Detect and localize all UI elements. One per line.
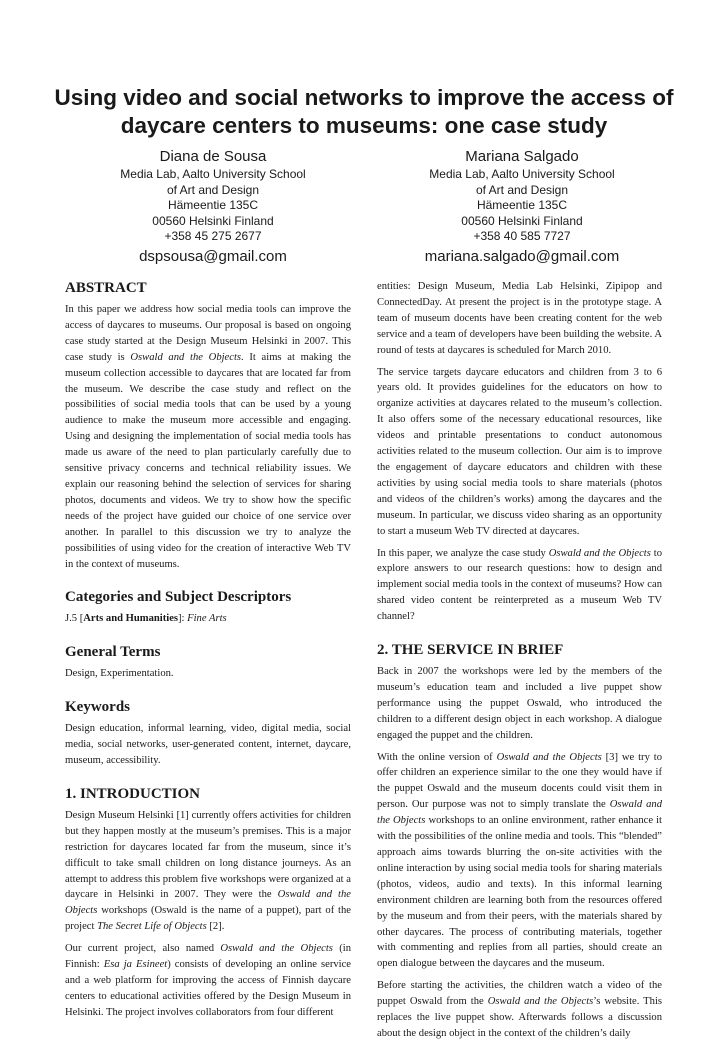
author-affiliation-line: of Art and Design (475, 182, 569, 197)
general-terms-heading: General Terms (65, 644, 161, 661)
author-affiliation-line: Media Lab, Aalto University School (120, 167, 306, 181)
introduction-paragraph-1: Design Museum Helsinki [1] currently offers activities for children but they happen mostly at the museum’s premises. This is a major restriction for daycares located far from the museum, since it’s difficult to take small children on long distance journeys. As an attempt to address this problem five workshops were organized at a daycare in Helsinki in 2007. They were the Oswald and the Objects workshops (Oswald is the name of a puppet), part of the project The Secret Life of Objects [2]. (65, 809, 351, 933)
service-paragraph-3: Before starting the activities, the children watch a video of the puppet Oswald from the Oswald and the Objects’s website. This replaces the live puppet show. Afterwards follows a discussion about the design object in the context of the children’s daily (377, 980, 663, 1039)
general-terms-text: Design, Experimentation. (65, 668, 174, 680)
author-affiliation-line: 00560 Helsinki Finland (152, 213, 274, 228)
keywords-heading: Keywords (65, 699, 130, 716)
right-column (377, 279, 662, 1048)
introduction-heading: 1. INTRODUCTION (65, 785, 201, 802)
service-paragraph-2: With the online version of Oswald and the Objects [3] we try to offer children an experience similar to the one they would have if the puppet Oswald and the museum docents could visit them in person. Our purpose was not to simply translate the Oswald and the Objects workshops to an online environment, rather enhance it with the possibilities of the online media and tools. This “blended” approach aims towards blurring the on-site activities with the online interaction by using social media tools for sharing materials (photos, videos, audio and texts). In this informal learning environment children are learning both from the resources offered by the museum and from their peers, with the materials shared by other daycares. The process of contributing materials, together with commenting and replies from all parties, should create an open dialogue between the daycares and the museum. (377, 751, 662, 970)
introduction-paragraph-2-continued: entities: Design Museum, Media Lab Helsinki, Zipipop and ConnectedDay. At present the project is in the prototype stage. A team of museum docents have been creating content for the web service and a team of developers have been building the website. A round of tests at daycares is scheduled for March 2010. (377, 281, 662, 356)
author-name: Diana de Sousa (159, 148, 267, 165)
service-paragraph-1: Back in 2007 the workshops were led by the members of the museum’s education team and included a live puppet show performance using the puppet Oswald, who introduced the children to a different design object in each workshop. A dialogue engaged the puppet and the children. (377, 666, 662, 741)
author-phone: +358 40 585 7727 (473, 229, 571, 243)
author-email: mariana.salgado@gmail.com (424, 247, 620, 265)
abstract-heading: ABSTRACT (65, 280, 147, 296)
author-1 (48, 147, 378, 267)
service-heading: 2. THE SERVICE IN BRIEF (377, 642, 564, 659)
author-name: Mariana Salgado (465, 148, 579, 165)
author-email: dspsousa@gmail.com (139, 247, 287, 265)
author-affiliation-line: 00560 Helsinki Finland (461, 213, 583, 228)
left-column (65, 279, 351, 1027)
introduction-paragraph-3: The service targets daycare educators and children from 3 to 6 years old. It provides guidelines for the educators on how to organize activities at daycares related to the museum’s collection. It also offers some of the necessary educational resources, like videos and printable presentations to conduct autonomous activities related to the museum collection. Our aim is to improve the engagement of daycare educators and children with these activities by using social media tools to share materials (photos and videos of the children’s works) among the daycares and the museum. In particular, we discuss video sharing as an opportunity to start a museum Web TV directed at daycares. (377, 366, 662, 537)
introduction-paragraph-2: Our current project, also named Oswald and the Objects (in Finnish: Esa ja Esineet) consists of developing an online service and a web platform for improving the access of Finnish daycare centers to educational activities offered by the Design Museum in Helsinki. The project involves collaborators from four different (65, 943, 352, 1018)
paper-title: Using video and social networks to improve the access of daycare centers to museums: one case study (54, 85, 674, 138)
keywords-text: Design education, informal learning, video, digital media, social media, social networks, user-generated content, internet, daycare, museum, accessibility. (65, 723, 351, 767)
introduction-paragraph-4: In this paper, we analyze the case study Oswald and the Objects to explore answers to our research questions: how to design and implement social media tools in the context of museums? How can shared video content be reinterpreted as a museum Web TV channel? (377, 547, 662, 623)
author-affiliation-line: Hämeentie 135C (476, 198, 568, 212)
author-affiliation-line: of Art and Design (166, 182, 260, 197)
abstract-text: In this paper we address how social media tools can improve the access of daycares to museums. Our proposal is based on ongoing case study started at the Design Museum Helsinki in 2007. This case study is Oswald and the Objects. It aims at making the museum collection accessible to daycares that are located far from the museum. We describe the case study and reflect on the possibilities of social media tools that can be used by a young audience to make the museum more accessible and engaging. Using and designing the implementation of social media tools has made us aware of the need to plan particularly carefully due to sensitive privacy concerns and technical reliability issues. We explain our reasoning behind the selection of services for sharing photos, documents and videos. We try to show how the specific needs of the project have guided our choice of one service over another. In parallel to this discussion we try to analyze the possibilities of using video for the creation of interactive Web TV in the context of museums. (65, 304, 352, 570)
author-2 (357, 147, 687, 267)
author-affiliation-line: Media Lab, Aalto University School (429, 167, 615, 181)
author-affiliation-line: Hämeentie 135C (167, 198, 259, 212)
categories-heading: Categories and Subject Descriptors (65, 589, 292, 606)
categories-text: J.5 [Arts and Humanities]: Fine Arts (65, 613, 227, 625)
author-phone: +358 45 275 2677 (164, 229, 262, 243)
